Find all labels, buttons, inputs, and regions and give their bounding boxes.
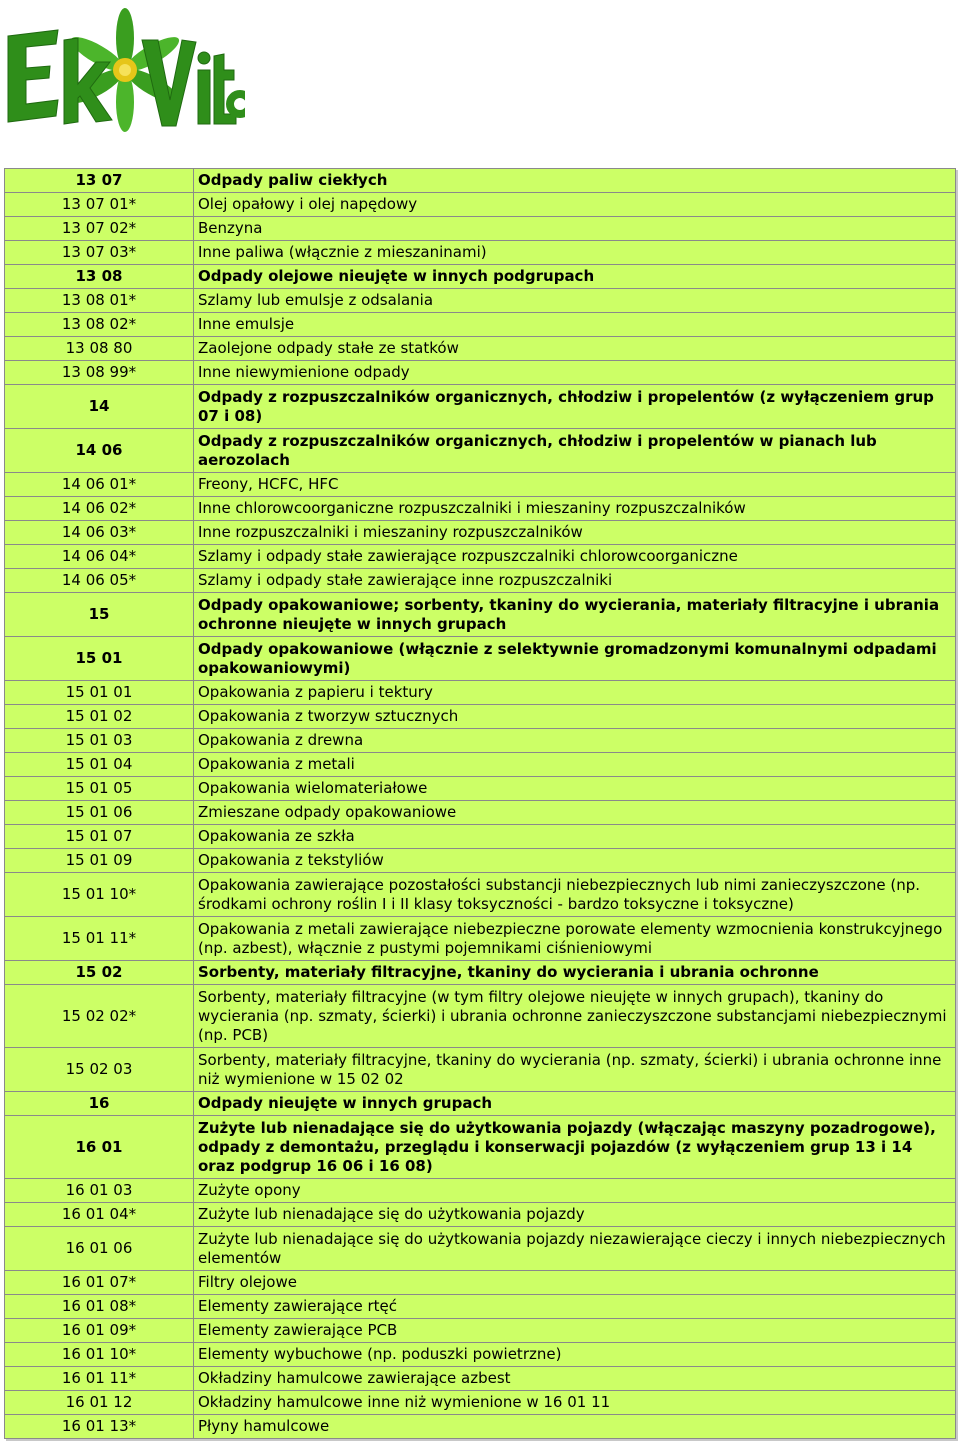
waste-code-cell: 16 01 10*: [5, 1343, 194, 1367]
waste-code-cell: 13 08: [5, 265, 194, 289]
waste-code-cell: 16 01 04*: [5, 1203, 194, 1227]
waste-description-cell: Zużyte lub nienadające się do użytkowania pojazdy niezawierające cieczy i innych niebezpiecznych elementów: [194, 1227, 955, 1271]
waste-code-cell: 14 06 02*: [5, 497, 194, 521]
waste-code-cell: 16 01 06: [5, 1227, 194, 1271]
table-row: [5, 385, 955, 429]
waste-code-cell: 14: [5, 385, 194, 429]
waste-description-cell: Inne emulsje: [194, 313, 955, 337]
table-row: [5, 985, 955, 1048]
table-row: [5, 705, 955, 729]
waste-code-cell: 13 08 02*: [5, 313, 194, 337]
waste-description-cell: Inne chlorowcoorganiczne rozpuszczalniki i mieszaniny rozpuszczalników: [194, 497, 955, 521]
table-row: [5, 1179, 955, 1203]
waste-code-cell: 16 01 08*: [5, 1295, 194, 1319]
table-row: [5, 825, 955, 849]
waste-description-cell: Odpady z rozpuszczalników organicznych, chłodziw i propelentów (z wyłączeniem grup 07 i 08): [194, 385, 955, 429]
waste-description-cell: Odpady opakowaniowe; sorbenty, tkaniny do wycierania, materiały filtracyjne i ubrania ochronne nieujęte w innych grupach: [194, 593, 955, 637]
waste-code-cell: 13 08 99*: [5, 361, 194, 385]
waste-code-cell: 13 07 03*: [5, 241, 194, 265]
waste-code-cell: 15 01 06: [5, 801, 194, 825]
waste-description-cell: Opakowania z tworzyw sztucznych: [194, 705, 955, 729]
table-row: [5, 1415, 955, 1438]
table-row: [5, 801, 955, 825]
table-row: [5, 961, 955, 985]
waste-description-cell: Benzyna: [194, 217, 955, 241]
table-row: [5, 217, 955, 241]
table-row: [5, 289, 955, 313]
table-row: [5, 729, 955, 753]
waste-code-cell: 15 01 11*: [5, 917, 194, 961]
waste-code-cell: 13 08 80: [5, 337, 194, 361]
waste-description-cell: Opakowania zawierające pozostałości substancji niebezpiecznych lub nimi zanieczyszczone (np. środkami ochrony roślin I i II klasy toksyczności - bardzo toksyczne i toksyczne): [194, 873, 955, 917]
waste-code-cell: 15 02: [5, 961, 194, 985]
waste-description-cell: Sorbenty, materiały filtracyjne (w tym filtry olejowe nieujęte w innych grupach), tkaniny do wycierania (np. szmaty, ścierki) i ubrania ochronne zanieczyszczone substancjami niebezpiecznymi (np. PCB): [194, 985, 955, 1048]
waste-description-cell: Odpady nieujęte w innych grupach: [194, 1092, 955, 1116]
waste-code-cell: 15 02 03: [5, 1048, 194, 1092]
table-row: [5, 1048, 955, 1092]
waste-code-cell: 15 02 02*: [5, 985, 194, 1048]
waste-code-cell: 14 06 04*: [5, 545, 194, 569]
table-row: [5, 753, 955, 777]
waste-description-cell: Inne rozpuszczalniki i mieszaniny rozpuszczalników: [194, 521, 955, 545]
waste-description-cell: Szlamy lub emulsje z odsalania: [194, 289, 955, 313]
waste-codes-table: [4, 168, 956, 1439]
waste-description-cell: Odpady opakowaniowe (włącznie z selektywnie gromadzonymi komunalnymi odpadami opakowaniowymi): [194, 637, 955, 681]
waste-code-cell: 13 07: [5, 169, 194, 193]
table-row: [5, 241, 955, 265]
table-row: [5, 1271, 955, 1295]
waste-description-cell: Inne paliwa (włącznie z mieszaninami): [194, 241, 955, 265]
waste-code-cell: 14 06 03*: [5, 521, 194, 545]
waste-description-cell: Odpady z rozpuszczalników organicznych, chłodziw i propelentów w pianach lub aerozolach: [194, 429, 955, 473]
waste-description-cell: Zmieszane odpady opakowaniowe: [194, 801, 955, 825]
waste-code-cell: 16 01 03: [5, 1179, 194, 1203]
table-row: [5, 681, 955, 705]
waste-description-cell: Elementy wybuchowe (np. poduszki powietrzne): [194, 1343, 955, 1367]
table-row: [5, 1092, 955, 1116]
table-row: [5, 1367, 955, 1391]
waste-code-cell: 15 01 04: [5, 753, 194, 777]
waste-code-cell: 15 01 02: [5, 705, 194, 729]
waste-code-cell: 15 01 01: [5, 681, 194, 705]
waste-code-cell: 15 01: [5, 637, 194, 681]
table-row: [5, 169, 955, 193]
table-row: [5, 429, 955, 473]
waste-code-cell: 14 06: [5, 429, 194, 473]
table-row: [5, 545, 955, 569]
waste-code-cell: 16 01 11*: [5, 1367, 194, 1391]
waste-description-cell: Freony, HCFC, HFC: [194, 473, 955, 497]
table-row: [5, 473, 955, 497]
waste-code-cell: 16 01 12: [5, 1391, 194, 1415]
waste-codes-table-wrap: [4, 168, 956, 1439]
waste-description-cell: Opakowania z drewna: [194, 729, 955, 753]
waste-code-cell: 13 08 01*: [5, 289, 194, 313]
waste-description-cell: Zaolejone odpady stałe ze statków: [194, 337, 955, 361]
waste-description-cell: Opakowania ze szkła: [194, 825, 955, 849]
waste-description-cell: Szlamy i odpady stałe zawierające rozpuszczalniki chlorowcoorganiczne: [194, 545, 955, 569]
waste-description-cell: Zużyte lub nienadające się do użytkowania pojazdy: [194, 1203, 955, 1227]
table-row: [5, 1295, 955, 1319]
table-row: [5, 1116, 955, 1179]
table-row: [5, 521, 955, 545]
waste-code-cell: 13 07 02*: [5, 217, 194, 241]
waste-description-cell: Zużyte lub nienadające się do użytkowania pojazdy (włączając maszyny pozadrogowe), odpady z demontażu, przeglądu i konserwacji pojazdów (z wyłączeniem grup 13 i 14 oraz podgrup 16 06 i 16 08): [194, 1116, 955, 1179]
waste-description-cell: Filtry olejowe: [194, 1271, 955, 1295]
table-row: [5, 849, 955, 873]
waste-description-cell: Odpady paliw ciekłych: [194, 169, 955, 193]
waste-description-cell: Elementy zawierające PCB: [194, 1319, 955, 1343]
table-row: [5, 917, 955, 961]
waste-code-cell: 14 06 01*: [5, 473, 194, 497]
waste-description-cell: Opakowania z metali zawierające niebezpieczne porowate elementy wzmocnienia konstrukcyjnego (np. azbest), włącznie z pustymi pojemnikami ciśnieniowymi: [194, 917, 955, 961]
table-row: [5, 193, 955, 217]
waste-description-cell: Okładziny hamulcowe inne niż wymienione w 16 01 11: [194, 1391, 955, 1415]
waste-code-cell: 16 01 09*: [5, 1319, 194, 1343]
waste-description-cell: Olej opałowy i olej napędowy: [194, 193, 955, 217]
ekovita-logo-graphic: [0, 0, 245, 160]
waste-code-cell: 15 01 10*: [5, 873, 194, 917]
table-row: [5, 1203, 955, 1227]
waste-description-cell: Opakowania wielomateriałowe: [194, 777, 955, 801]
table-row: [5, 1343, 955, 1367]
waste-codes-body: [5, 169, 955, 1438]
waste-description-cell: Odpady olejowe nieujęte w innych podgrupach: [194, 265, 955, 289]
table-row: [5, 361, 955, 385]
table-row: [5, 777, 955, 801]
table-row: [5, 1391, 955, 1415]
waste-code-cell: 15: [5, 593, 194, 637]
waste-code-cell: 15 01 05: [5, 777, 194, 801]
waste-description-cell: Opakowania z papieru i tektury: [194, 681, 955, 705]
waste-description-cell: Szlamy i odpady stałe zawierające inne rozpuszczalniki: [194, 569, 955, 593]
table-row: [5, 337, 955, 361]
waste-description-cell: Opakowania z tekstyliów: [194, 849, 955, 873]
waste-code-cell: 15 01 09: [5, 849, 194, 873]
table-row: [5, 873, 955, 917]
table-row: [5, 497, 955, 521]
waste-code-cell: 16 01 07*: [5, 1271, 194, 1295]
waste-code-cell: 16 01: [5, 1116, 194, 1179]
waste-description-cell: Sorbenty, materiały filtracyjne, tkaniny do wycierania i ubrania ochronne: [194, 961, 955, 985]
table-row: [5, 1319, 955, 1343]
waste-description-cell: Elementy zawierające rtęć: [194, 1295, 955, 1319]
waste-code-cell: 15 01 03: [5, 729, 194, 753]
waste-description-cell: Opakowania z metali: [194, 753, 955, 777]
waste-code-cell: 15 01 07: [5, 825, 194, 849]
waste-code-cell: 16 01 13*: [5, 1415, 194, 1438]
table-row: [5, 593, 955, 637]
table-row: [5, 265, 955, 289]
waste-description-cell: Zużyte opony: [194, 1179, 955, 1203]
table-row: [5, 1227, 955, 1271]
waste-description-cell: Sorbenty, materiały filtracyjne, tkaniny do wycierania (np. szmaty, ścierki) i ubrania ochronne inne niż wymienione w 15 02 02: [194, 1048, 955, 1092]
waste-description-cell: Okładziny hamulcowe zawierające azbest: [194, 1367, 955, 1391]
waste-code-cell: 14 06 05*: [5, 569, 194, 593]
waste-description-cell: Płyny hamulcowe: [198, 1417, 330, 1435]
waste-description-cell: Inne niewymienione odpady: [194, 361, 955, 385]
table-row: [5, 637, 955, 681]
waste-code-cell: 16: [5, 1092, 194, 1116]
table-row: [5, 313, 955, 337]
ekovita-logo: [0, 0, 245, 160]
table-row: [5, 569, 955, 593]
waste-code-cell: 13 07 01*: [5, 193, 194, 217]
